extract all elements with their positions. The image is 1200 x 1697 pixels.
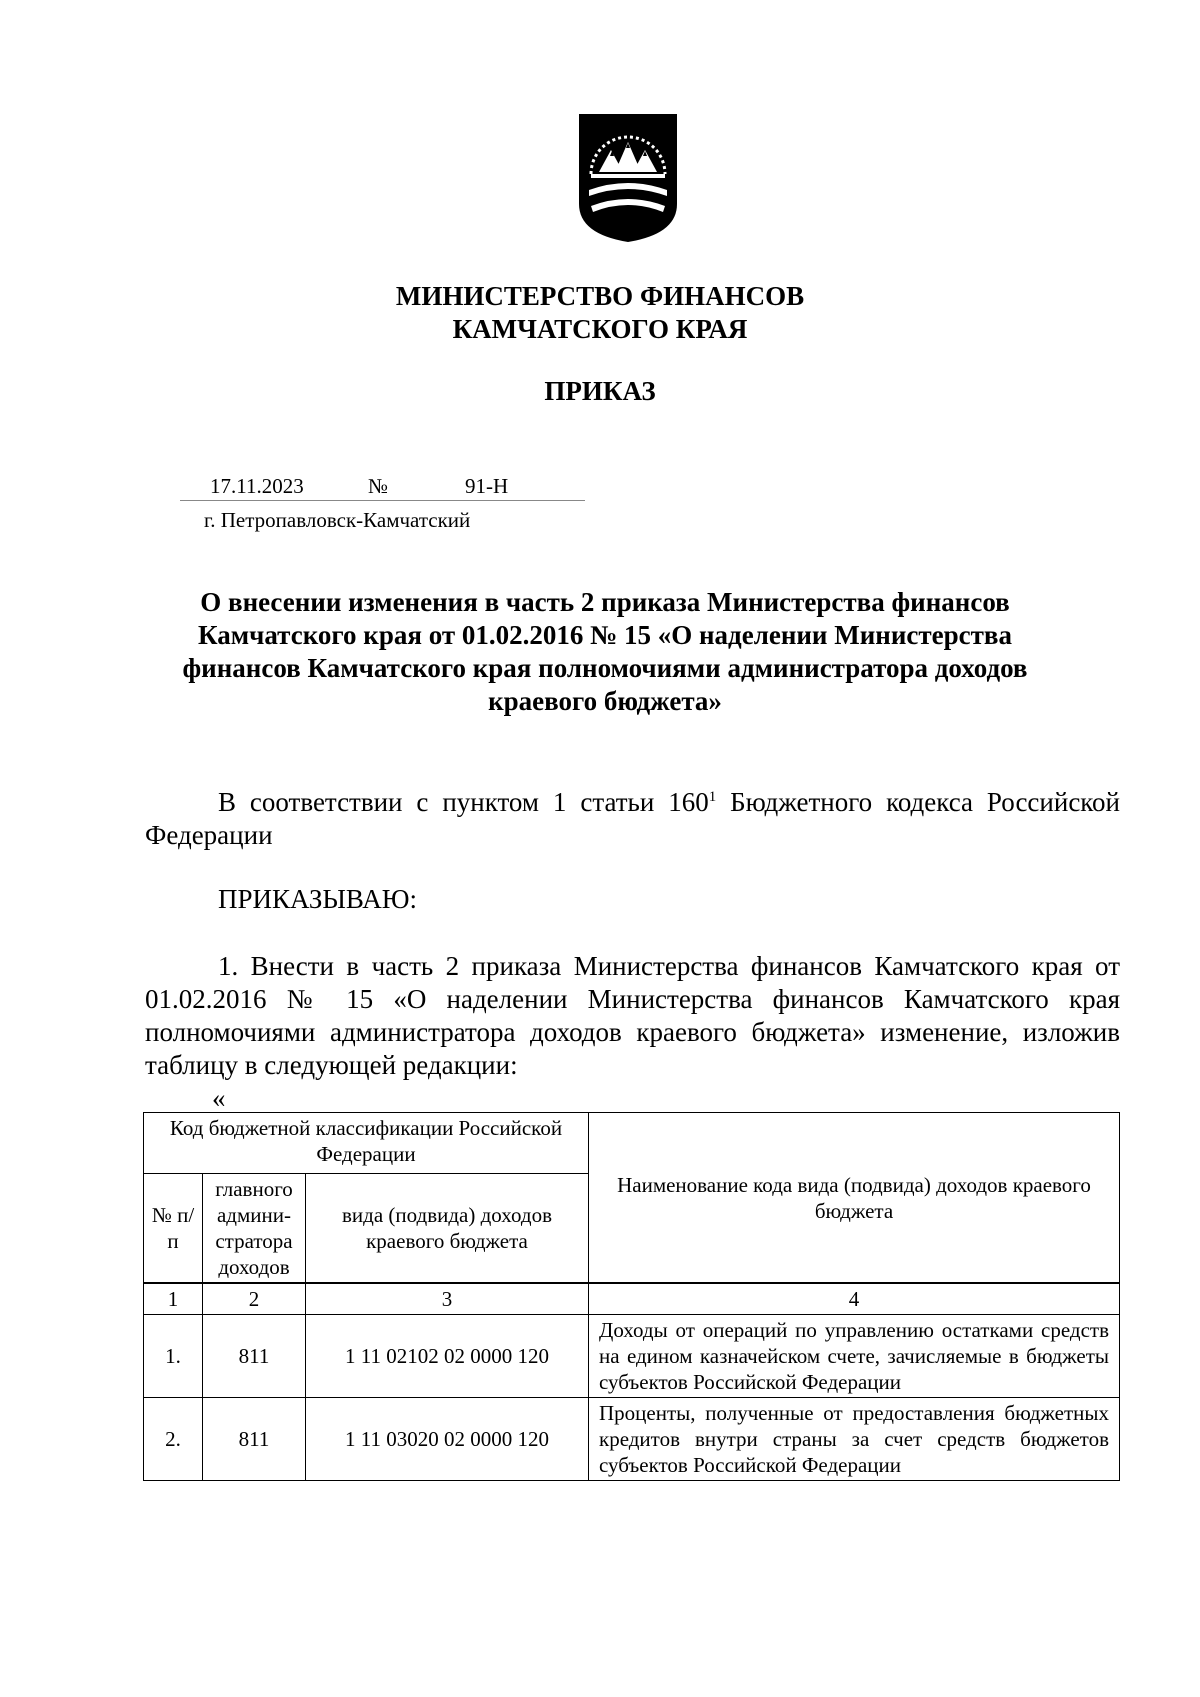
row-number: 1. [144,1315,203,1398]
legal-basis-text-end: Бюджетного кодекса Российской Федерации [145,787,1120,850]
row-income-name: Проценты, полученные от предоставления бюджетных кредитов внутри страны за счет средств бюджетов субъектов Российской Федерации [589,1398,1120,1481]
row-admin-code: 811 [203,1315,306,1398]
kamchatka-coat-of-arms-icon [577,112,679,244]
document-title: О внесении изменения в часть 2 приказа Министерства финансов Камчатского края от 01.02.2016 № 15 «О наделении Министерства финансов Камчатского края полномочиями администратора доходов краевого бюджета» [182,587,1028,716]
table-row [144,1398,1120,1481]
column-index-1: 1 [144,1283,203,1315]
ministry-name [0,280,1200,346]
ministry-name-line1: МИНИСТЕРСТВО ФИНАНСОВ [395,281,805,311]
row-income-code: 1 11 02102 02 0000 120 [306,1315,589,1398]
document-number: 91-Н [465,474,509,498]
table-column-index-row [144,1283,1120,1315]
number-sign: № [368,474,389,498]
legal-basis-paragraph [145,786,1120,852]
row-income-code: 1 11 03020 02 0000 120 [306,1398,589,1481]
header-chief-administrator: главного админи-стратора доходов [203,1174,306,1284]
column-index-3: 3 [306,1283,589,1315]
header-code-name: Наименование кода вида (подвида) доходов краевого бюджета [589,1113,1120,1284]
legal-basis-text-start: В соответствии с пунктом 1 статьи 160 [218,787,709,817]
article-superscript: 1 [708,789,717,805]
document-city: г. Петропавловск-Камчатский [204,508,471,532]
row-income-name: Доходы от операций по управлению остатками средств на едином казначейском счете, зачисляемые в бюджеты субъектов Российской Федерации [589,1315,1120,1398]
header-income-type-code: вида (подвида) доходов краевого бюджета [306,1174,589,1284]
column-index-4: 4 [589,1283,1120,1315]
document-type: ПРИКАЗ [544,376,656,406]
table-header-row [144,1113,1120,1174]
quote-open-mark: « [212,1083,226,1113]
document-date: 17.11.2023 [210,474,304,498]
order-clause-1: 1. Внести в часть 2 приказа Министерства финансов Камчатского края от 01.02.2016 № 15 «О наделении Министерства финансов Камчатского края полномочиями администратора доходов краевого бюджета» изменение, изложив таблицу в следующей редакции: [145,951,1120,1080]
header-classification-group: Код бюджетной классификации Российской Федерации [144,1113,589,1174]
row-admin-code: 811 [203,1398,306,1481]
table-row [144,1315,1120,1398]
column-index-2: 2 [203,1283,306,1315]
header-row-number: № п/п [144,1174,203,1284]
date-number-line [180,472,585,501]
order-word: ПРИКАЗЫВАЮ: [218,884,417,914]
row-number: 2. [144,1398,203,1481]
ministry-name-line2: КАМЧАТСКОГО КРАЯ [452,314,748,344]
income-codes-table [143,1112,1120,1481]
document-meta [180,472,585,532]
